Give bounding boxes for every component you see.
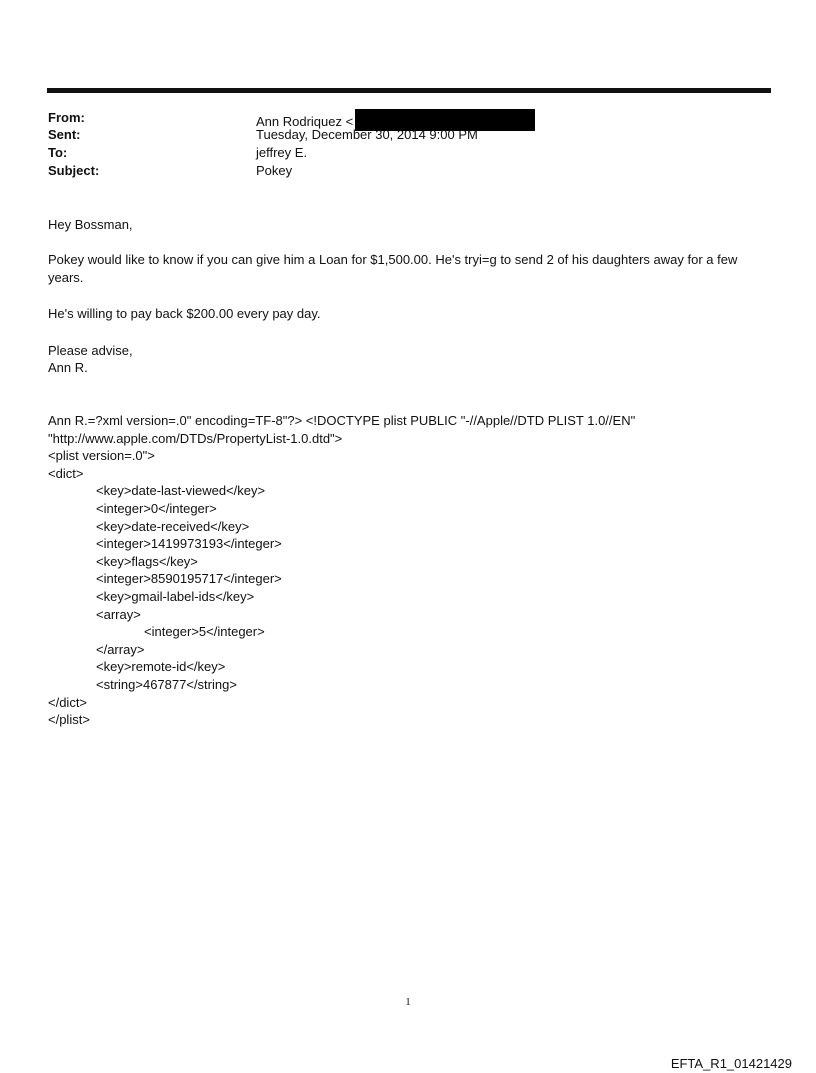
plist-line: <string>467877</string> <box>96 676 237 692</box>
plist-line: <dict> <box>48 465 84 481</box>
plist-line: <plist version=.0"> <box>48 448 155 464</box>
plist-line: <key>flags</key> <box>96 553 198 569</box>
subject-label: Subject: <box>48 163 100 178</box>
plist-line: </array> <box>96 641 145 657</box>
plist-line: <array> <box>96 606 141 622</box>
plist-line: </plist> <box>48 712 90 728</box>
plist-line: <key>remote-id</key> <box>96 659 226 675</box>
plist-line: </dict> <box>48 694 88 710</box>
subject-value: Pokey <box>256 163 293 178</box>
from-name: Ann Rodriquez < <box>256 114 354 129</box>
plist-line: <key>gmail-label-ids</key> <box>96 588 255 604</box>
greeting: Hey Bossman, <box>48 217 133 232</box>
body-paragraph-1: Pokey would like to know if you can give him a Loan for $1,500.00. He's tryi=g to send 2 of his daughters away for a few years. <box>48 252 738 285</box>
plist-line: <key>date-last-viewed</key> <box>96 483 266 499</box>
header-divider <box>47 88 771 93</box>
page-number: 1 <box>405 996 411 1008</box>
signature: Ann R. <box>48 360 88 375</box>
plist-line: <integer>1419973193</integer> <box>96 536 282 552</box>
bates-number: EFTA_R1_01421429 <box>670 1056 792 1071</box>
to-value: jeffrey E. <box>256 145 308 160</box>
body-paragraph-2: He's willing to pay back $200.00 every pay day. <box>48 306 321 321</box>
plist-line: <integer>8590195717</integer> <box>96 571 282 587</box>
plist-line: "http://www.apple.com/DTDs/PropertyList-1.0.dtd"> <box>48 430 343 446</box>
plist-line: <integer>5</integer> <box>144 624 265 640</box>
plist-line: <key>date-received</key> <box>96 518 250 534</box>
sent-label: Sent: <box>48 127 81 142</box>
sent-value: Tuesday, December 30, 2014 9:00 PM <box>256 127 478 142</box>
plist-block <box>48 412 768 729</box>
to-label: To: <box>48 145 68 160</box>
plist-line: Ann R.=?xml version=.0" encoding=TF-8"?> <!DOCTYPE plist PUBLIC "-//Apple//DTD PLIST 1.0//EN" <box>48 413 636 428</box>
closing: Please advise, <box>48 343 133 358</box>
plist-line: <integer>0</integer> <box>96 500 217 516</box>
from-label: From: <box>48 110 85 125</box>
